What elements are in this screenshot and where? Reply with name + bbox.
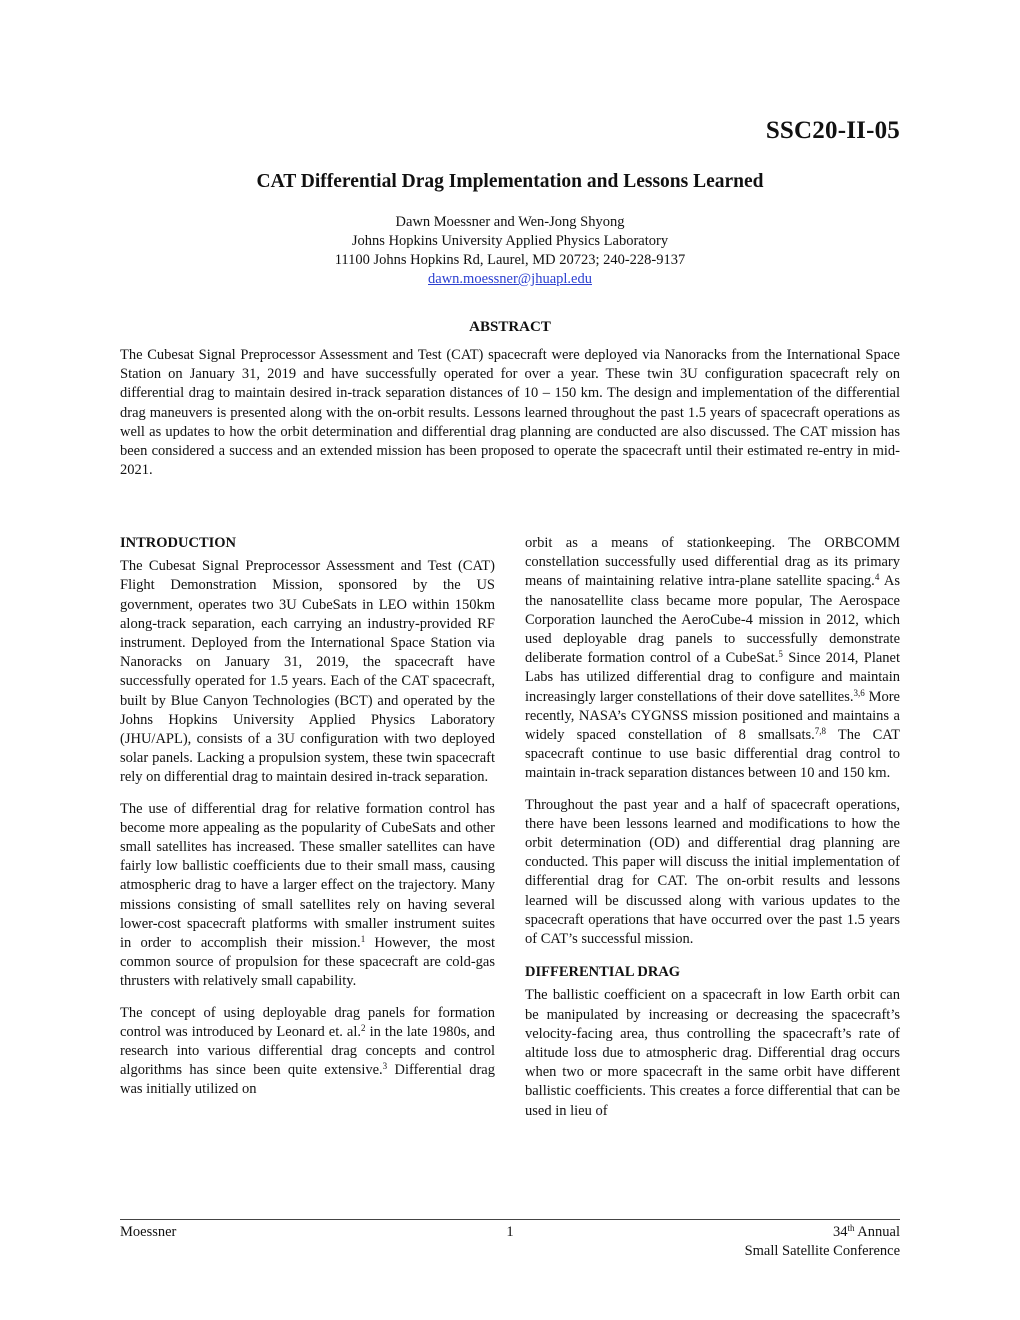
page-number: 1 (506, 1224, 514, 1240)
citation-ref: 5 (778, 649, 783, 660)
introduction-heading: INTRODUCTION (120, 535, 237, 551)
footer-divider (120, 1219, 900, 1220)
intro-paragraph-4: orbit as a means of stationkeeping. The ORBCOMM constellation successfully used differential drag as its primary means of maintaining relative intra-plane satellite spacing.$^4$ As the nanosatellite class became more popular, The Aerospace Corporation launched the AeroCube-4 mission in 2012, which used deployable drag panels to successfully demonstrate deliberate formation control of a CubeSat.$^5$ Since 2014, Planet Labs has utilized differential drag to configure and maintain increasingly larger constellations of their dove satellites.$^{3,6}$ More recently, NASA’s CYGNSS mission positioned and maintains a widely spaced constellation of 8 smallsats.$^{7,8}$ The CAT spacecraft continue to use basic differential drag control to maintain in-track separation distances between 10 and 150 km. (525, 535, 900, 782)
author-names: Dawn Moessner and Wen-Jong Shyong (395, 214, 625, 230)
left-column (120, 534, 495, 1112)
footer-annual: 34th Annual (832, 1223, 900, 1240)
author-email-line (0, 270, 1020, 289)
citation-ref: 4 (874, 572, 880, 583)
citation-ref: 1 (360, 934, 366, 945)
footer-author: Moessner (120, 1224, 177, 1240)
author-affiliation: Johns Hopkins University Applied Physics Laboratory (351, 233, 669, 249)
abstract-heading: ABSTRACT (469, 319, 551, 335)
footer-conference (745, 1223, 900, 1261)
drag-paragraph-1: The ballistic coefficient on a spacecraft in low Earth orbit can be manipulated by increasing or decreasing the spacecraft’s velocity-facing area, thus controlling the spacecraft’s rate of altitude loss due to atmospheric drag. Differential drag occurs when two or more spacecraft in the same orbit have different ballistic coefficients. This creates a force differential that can be used in lieu of (525, 987, 900, 1119)
intro-paragraph-2: The use of differential drag for relative formation control has become more appealing as the popularity of CubeSats and other small satellites has increased. These smaller satellites can have fairly low ballistic coefficients due to their small mass, causing atmospheric drag to have a larger effect on the trajectory. Many missions consisting of small satellites rely on having several lower-cost spacecraft platforms with smaller instrument suites in order to accomplish their mission.$^1$ However, the most common source of propulsion for these spacecraft are cold-gas thrusters with relatively small capability. (120, 800, 495, 990)
intro-paragraph-1: The Cubesat Signal Preprocessor Assessment and Test (CAT) Flight Demonstration Mission, sponsored by the US government, operates two 3U CubeSats in LEO within 150km along-track separation, each carrying an industry-provided RF instrument. Deployed from the International Space Station via Nanoracks on January 31, 2019, the spacecraft have successfully operated for 1.5 years. Each of the CAT spacecraft, built by Blue Canyon Technologies (BCT) and operated by the Johns Hopkins University Applied Physics Laboratory (JHU/APL), consists of a 3U configuration with two deployed solar panels. Lacking a propulsion system, these twin spacecraft rely on differential drag to maintain desired in-track separation. (120, 558, 495, 786)
abstract-text: The Cubesat Signal Preprocessor Assessment and Test (CAT) spacecraft were deployed via Nanoracks from the International Space Station on January 31, 2019 and have successfully operated for over a year. These twin 3U configuration spacecraft rely on differential drag to maintain desired in-track separation distances of 10 – 150 km. The design and implementation of the differential drag maneuvers is presented along with the on-orbit results. Lessons learned throughout the past 1.5 years of spacecraft operations as well as updates to how the orbit determination and differential drag planning are conducted are also discussed. The CAT mission has been considered a success and an extended mission has been proposed to operate the spacecraft until their estimated re-entry in mid-2021. (120, 347, 900, 479)
intro-paragraph-5: Throughout the past year and a half of spacecraft operations, there have been lessons learned and modifications to how the orbit determination (OD) and differential drag planning are conducted. This paper will discuss the initial implementation of differential drag for CAT. The on-orbit results and lessons learned will be discussed along with various updates to the spacecraft operations that have occurred over the past 1.5 years of CAT’s successful mission. (525, 796, 900, 948)
paper-id: SSC20-II-05 (765, 117, 900, 144)
footer-conference-name: Small Satellite Conference (744, 1243, 900, 1259)
author-email-link[interactable]: dawn.moessner@jhuapl.edu (428, 271, 592, 287)
intro-paragraph-3: The concept of using deployable drag panels for formation control was introduced by Leonard et. al.$^2$ in the late 1980s, and research into various differential drag concepts and control algorithms has since been quite extensive.$^3$ Differential drag was initially utilized on (120, 1004, 495, 1098)
right-column (525, 534, 900, 1133)
paper-title: CAT Differential Drag Implementation and Lessons Learned (256, 171, 764, 192)
differential-drag-heading: DIFFERENTIAL DRAG (525, 964, 681, 981)
citation-ref: 2 (361, 1022, 366, 1033)
citation-ref: 3 (382, 1061, 388, 1072)
citation-ref: 7,8 (814, 726, 827, 737)
citation-ref: 3,6 (853, 687, 865, 698)
author-address: 11100 Johns Hopkins Rd, Laurel, MD 20723; 240-228-9137 (334, 252, 686, 268)
